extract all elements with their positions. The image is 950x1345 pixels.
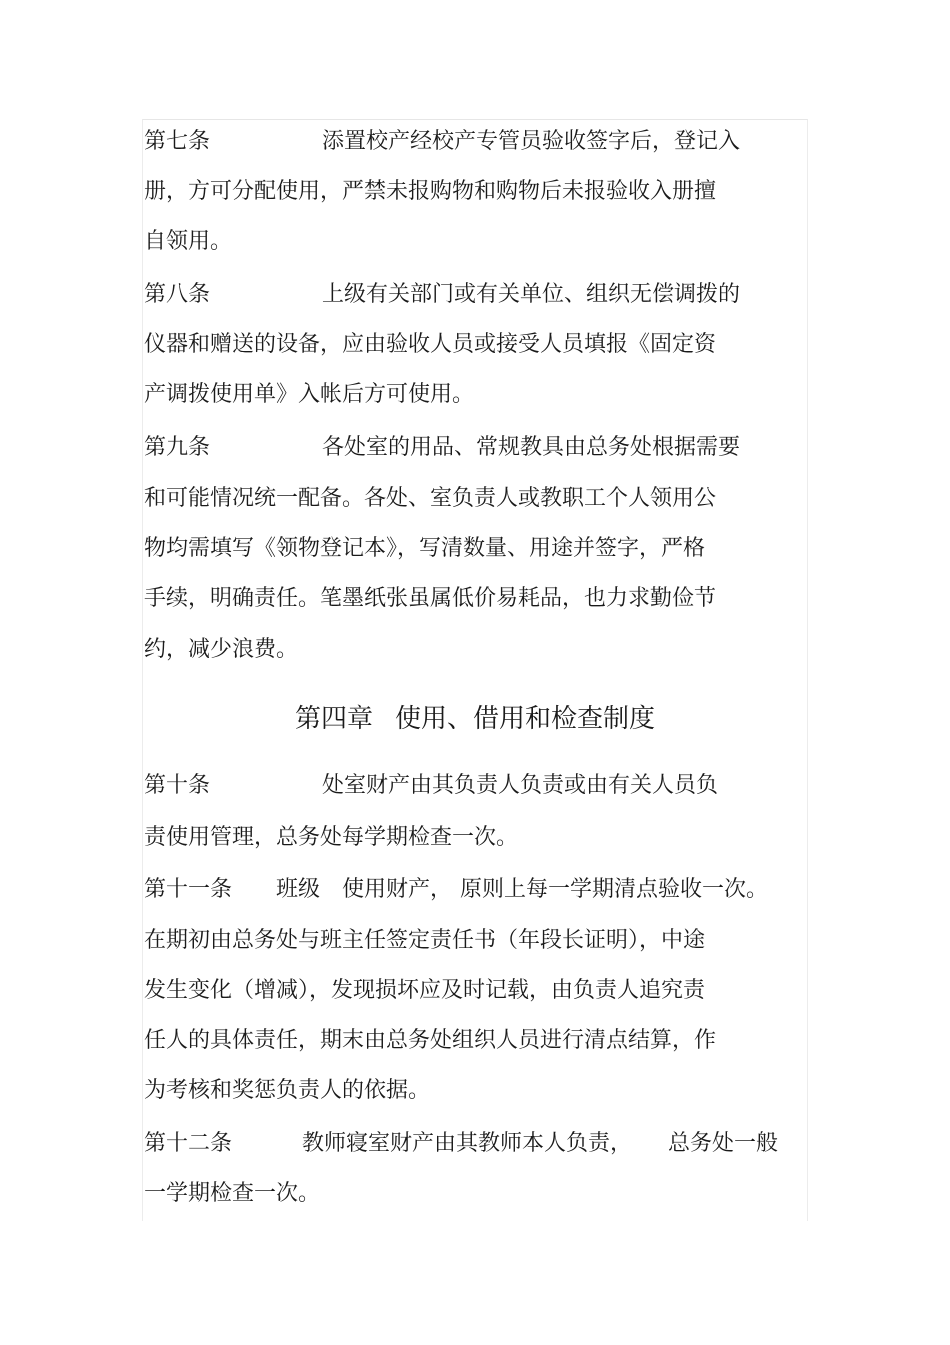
article-12-text-b: 总务处一般 — [668, 1131, 779, 1156]
article-7-line-1 — [144, 127, 740, 157]
article-11-line-1 — [144, 875, 768, 905]
chapter-number: 第四章 — [294, 704, 373, 734]
article-12-label: 第十二条 — [144, 1131, 233, 1156]
article-9-label: 第九条 — [144, 435, 211, 460]
chapter-title: 使用、借用和检查制度 — [395, 704, 656, 734]
article-7-label: 第七条 — [144, 129, 211, 154]
article-11-text-a: 班级 — [276, 877, 321, 902]
article-8-line-2: 仪器和赠送的设备，应由验收人员或接受人员填报《固定资 — [144, 332, 717, 357]
article-11-line-4: 任人的具体责任，期末由总务处组织人员进行清点结算，作 — [144, 1028, 717, 1053]
article-9-line-3: 物均需填写《领物登记本》，写清数量、用途并签字，严格 — [144, 536, 706, 561]
article-12-line-1 — [144, 1129, 778, 1159]
article-10-label: 第十条 — [144, 773, 211, 798]
article-7-text-1: 添置校产经校产专管员验收签字后，登记入 — [322, 129, 741, 154]
article-11-line-2: 在期初由总务处与班主任签定责任书（年段长证明），中途 — [144, 928, 706, 953]
article-10-line-1 — [144, 771, 718, 801]
article-11-label: 第十一条 — [144, 877, 233, 902]
article-9-line-5: 约，减少浪费。 — [144, 637, 299, 662]
article-11-line-5: 为考核和奖惩负责人的依据。 — [144, 1078, 431, 1103]
article-10-line-2: 责使用管理，总务处每学期检查一次。 — [144, 825, 519, 850]
article-8-text-1: 上级有关部门或有关单位、组织无偿调拨的 — [322, 282, 741, 307]
article-12-text-a: 教师寝室财产由其教师本人负责， — [302, 1131, 633, 1156]
article-12-line-2: 一学期检查一次。 — [144, 1181, 321, 1206]
article-9-line-4: 手续，明确责任。笔墨纸张虽属低价易耗品，也力求勤俭节 — [144, 586, 717, 611]
article-8-label: 第八条 — [144, 282, 211, 307]
article-8-line-3: 产调拨使用单》入帐后方可使用。 — [144, 382, 475, 407]
article-8-line-1 — [144, 280, 740, 310]
article-7-line-3: 自领用。 — [144, 229, 233, 254]
article-10-text-1: 处室财产由其负责人负责或由有关人员负 — [322, 773, 719, 798]
article-11-text-b: 使用财产， — [342, 877, 453, 902]
article-9-text-1: 各处室的用品、常规教具由总务处根据需要 — [322, 435, 741, 460]
article-9-line-1 — [144, 433, 740, 463]
chapter-heading — [0, 702, 950, 736]
article-7-line-2: 册，方可分配使用，严禁未报购物和购物后未报验收入册擅 — [144, 179, 717, 204]
article-9-line-2: 和可能情况统一配备。各处、室负责人或教职工个人领用公 — [144, 486, 717, 511]
article-11-text-c: 原则上每一学期清点验收一次。 — [460, 877, 769, 902]
article-11-line-3: 发生变化（增减），发现损坏应及时记载，由负责人追究责 — [144, 978, 706, 1003]
